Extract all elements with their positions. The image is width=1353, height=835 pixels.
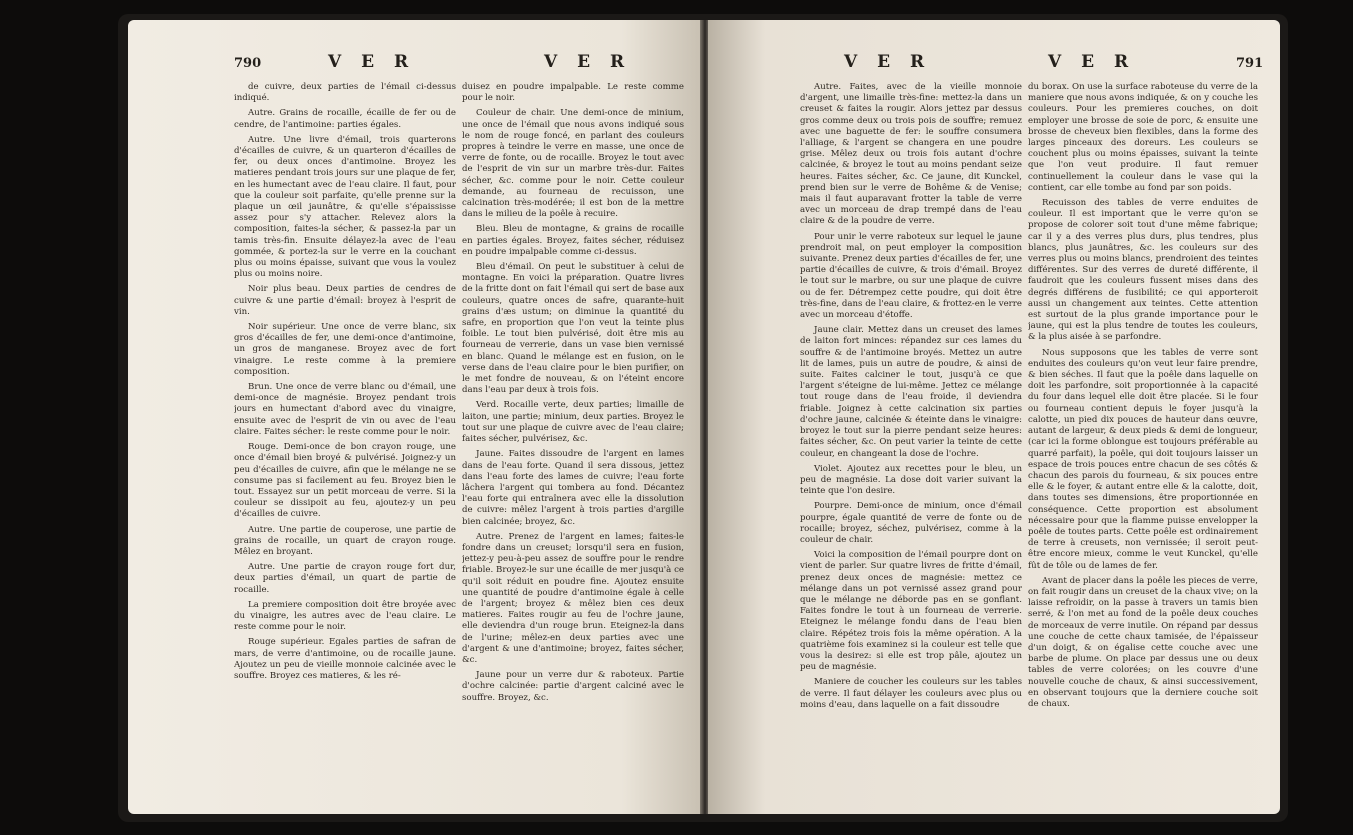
paragraph: Noir plus beau. Deux parties de cendres de cuivre & une partie d'émail: broyez à l'esprit de vin.: [234, 284, 456, 317]
paragraph: Jaune. Faites dissoudre de l'argent en lames dans de l'eau forte. Quand il sera dissous, jettez dans l'eau forte des lames de cuivre; l'eau forte lâchera l'argent qui tombera au fond. Décantez l'eau forte qui entraînera avec elle la dissolution de cuivre: mêlez l'argent à trois parties d'argille bien calcinée; broyez, &c.: [462, 449, 684, 527]
paragraph: Voici la composition de l'émail pourpre dont on vient de parler. Sur quatre livres de fritte d'émail, prenez deux onces de magnésie: mettez ce mélange dans un pot vernissé assez grand pour que le mélange ne déborde pas en se gonflant. Faites fondre le tout à un fourneau de verrerie. Eteignez le mélange fondu dans de l'eau bien claire. Répétez trois fois la même opération. A la quatrième fois examinez si la couleur est telle que vous la desirez: si elle est trop pâle, ajoutez un peu de magnésie.: [800, 550, 1022, 673]
left-running-head-left: V E R: [328, 52, 416, 72]
paragraph: Autre. Grains de rocaille, écaille de fer ou de cendre, de l'antimoine: parties égales.: [234, 108, 456, 130]
paragraph: Autre. Une partie de crayon rouge fort dur, deux parties d'émail, un quart de partie de rocaille.: [234, 562, 456, 595]
paragraph: Jaune pour un verre dur & raboteux. Partie d'ochre calcinée: partie d'argent calciné avec le souffre. Broyez, &c.: [462, 670, 684, 703]
paragraph: Recuisson des tables de verre enduites de couleur. Il est important que le verre qu'on se propose de colorer soit tout d'une même fabrique; car il y a des verres plus durs, plus tendres, plus blancs, plus jaunâtres, &c. les couleurs sur des verres plus ou moins blancs, prendroient des teintes différentes. Sur des verres de dureté différente, il faudroit que les couleurs fussent mises dans des degrés différens de fusibilité; ce qui apporteroit aussi un changement aux teintes. Cette attention est surtout de la plus grande importance pour le jaune, qui est la plus tendre de toutes les couleurs, & la plus aisée à se parfondre.: [1028, 198, 1258, 343]
paragraph: Nous supposons que les tables de verre sont enduites des couleurs qu'on veut leur faire prendre, & bien séches. Il faut que la poêle dans laquelle on doit les parfondre, soit proportionnée à la capacité du four dans lequel elle doit être placée. Si le four ou fourneau contient depuis le foyer jusqu'à la calotte, un pied dix pouces de hauteur dans œuvre, autant de largeur, & deux pieds & demi de longueur, (car ici la forme oblongue est toujours préférable au quarré parfait), la poêle, qui doit toujours laisser un espace de trois pouces entre chacun de ses côtés & chacun des parois du fourneau, & six pouces entre elle & le foyer, & autant entre elle & la calotte, doit, dans toutes ses dimensions, être proportionnée en conséquence. Cette proportion est absolument nécessaire pour que la flamme puisse envelopper la poêle de toutes parts. Cette poêle est ordinairement de terre à creusets, non vernissée; il seroit peut-être encore mieux, comme le veut Kunckel, qu'elle fût de tôle ou de lames de fer.: [1028, 347, 1258, 571]
paragraph: Noir supérieur. Une once de verre blanc, six gros d'écailles de fer, une demi-once d'antimoine, un gros de manganese. Broyez avec de fort vinaigre. Le reste comme à la premiere composition.: [234, 322, 456, 377]
paragraph: Violet. Ajoutez aux recettes pour le bleu, un peu de magnésie. La dose doit varier suivant la teinte que l'on desire.: [800, 463, 1022, 497]
left-page: [128, 20, 702, 814]
paragraph: duisez en poudre impalpable. Le reste comme pour le noir.: [462, 82, 684, 104]
left-column-2: [462, 82, 684, 802]
paragraph: du borax. On use la surface raboteuse du verre de la maniere que nous avons indiquée, & on y couche les couleurs. Pour les premieres couches, on doit employer une brosse de soie de porc, & ensuite une brosse de cheveux bien flexibles, dans la forme des larges pinceaux des doreurs. Les couleurs se couchent plus ou moins épaisses, suivant la teinte que l'on veut produire. Il faut remuer continuellement la couleur dans le vase qui la contient, car elle tombe au fond par son poids.: [1028, 82, 1258, 193]
paragraph: Bleu d'émail. On peut le substituer à celui de montagne. En voici la préparation. Quatre livres de la fritte dont on fait l'émail qui sert de base aux couleurs, quatre onces de safre, quarante-huit grains d'æs ustum; on diminue la quantité du safre, en proportion que l'on veut la teinte plus foible. Le tout bien pulvérisé, doit être mis au fourneau de verrerie, dans un vase bien vernissé en blanc. Quand le mélange est en fusion, on le verse dans de l'eau claire pour le bien purifier, on le met fondre de nouveau, & on l'éteint encore dans l'eau par deux à trois fois.: [462, 262, 684, 396]
paragraph: Avant de placer dans la poêle les pieces de verre, on fait rougir dans un creuset de la chaux vive; on la laisse refroidir, on la passe à travers un tamis bien serré, & l'on met au fond de la poêle deux couches de morceaux de verre inutile. On répand par dessus une couche de cette chaux tamisée, de l'épaisseur d'un doigt, & on égalise cette couche avec une barbe de plume. On place par dessus une ou deux tables de verre colorées; on les couvre d'une nouvelle couche de chaux, & ainsi successivement, en observant toujours que la derniere couche soit de chaux.: [1028, 575, 1258, 709]
paragraph: Rouge supérieur. Egales parties de safran de mars, de verre d'antimoine, ou de rocaille jaune. Ajoutez un peu de vieille monnoie calcinée avec le souffre. Broyez ces matieres, & les ré-: [234, 637, 456, 681]
left-column-1: [234, 82, 456, 802]
left-running-head-right: V E R: [544, 52, 632, 72]
paragraph: Autre. Une livre d'émail, trois quarterons d'écailles de cuivre, & un quarteron d'écailles de fer, ou deux onces d'antimoine. Broyez les matieres pendant trois jours sur une plaque de fer, en les humectant avec de l'eau claire. Il faut, pour que la couleur soit parfaite, qu'elle prenne sur la plaque un œil jaunâtre, & qu'elle s'épaississe assez pour s'y attacher. Relevez alors la composition, faites-la sécher, & passez-la par un tamis très-fin. Ensuite délayez-la avec de l'eau gommée, & portez-la sur le verre en la couchant plus ou moins épaisse, suivant que vous la voulez plus ou moins noire.: [234, 134, 456, 280]
paragraph: Brun. Une once de verre blanc ou d'émail, une demi-once de magnésie. Broyez pendant trois jours en humectant d'abord avec du vinaigre, ensuite avec de l'esprit de vin ou avec de l'eau claire. Faites sécher: le reste comme pour le noir.: [234, 382, 456, 437]
paragraph: Verd. Rocaille verte, deux parties; limaille de laiton, une partie; minium, deux parties. Broyez le tout sur une plaque de cuivre avec de l'eau claire; faites sécher, pulvérisez, &c.: [462, 400, 684, 445]
paragraph: Autre. Une partie de couperose, une partie de grains de rocaille, un quart de crayon rouge. Mêlez en broyant.: [234, 524, 456, 557]
paragraph: Autre. Prenez de l'argent en lames; faites-le fondre dans un creuset; lorsqu'il sera en fusion, jettez-y peu-à-peu assez de souffre pour le rendre friable. Broyez-le sur une écaille de mer jusqu'à ce qu'il soit réduit en poudre fine. Ajoutez ensuite une quantité de poudre d'antimoine égale à celle de l'argent; broyez & mêlez bien ces deux matieres. Faites rougir au feu de l'ochre jaune, elle deviendra d'un rouge brun. Eteignez-la dans de l'urine; mêlez-en deux parties avec une d'argent & une d'antimoine; broyez, faites sécher, &c.: [462, 531, 684, 665]
open-book: [118, 14, 1288, 822]
right-running-head-right: V E R: [1048, 52, 1136, 72]
paragraph: Autre. Faites, avec de la vieille monnoie d'argent, une limaille très-fine: mettez-la dans un creuset & faites la rougir. Alors jettez par dessus gros comme deux ou trois pois de souffre; remuez avec une baguette de fer: le souffre consumera l'alliage, & l'argent se changera en une poudre grise. Mêlez deux ou trois fois autant d'ochre calcinée, & broyez le tout au moins pendant seize heures. Faites sécher, &c. Ce jaune, dit Kunckel, prend bien sur le verre de Bohême & de Venise; mais il faut auparavant frotter la table de verre avec un morceau de drap trempé dans de l'eau claire & de la poudre de verre.: [800, 82, 1022, 227]
left-page-number: 790: [234, 56, 262, 71]
right-running-head-left: V E R: [844, 52, 932, 72]
paragraph: Jaune clair. Mettez dans un creuset des lames de laiton fort minces: répandez sur ces lames du souffre & de l'antimoine broyés. Mettez un autre lit de lames, puis un autre de poudre, & ainsi de suite. Faites calciner le tout, jusqu'à ce que l'argent s'éteigne de lui-même. Jettez ce mélange tout rouge dans de l'eau froide, il deviendra friable. Joignez à cette calcination six parties d'ochre jaune, calcinée & éteinte dans le vinaigre: broyez le tout sur la pierre pendant seize heures: faites sécher, &c. On peut varier la teinte de cette couleur, en changeant la dose de l'ochre.: [800, 325, 1022, 459]
right-page: [708, 20, 1280, 814]
paragraph: La premiere composition doit être broyée avec du vinaigre, les autres avec de l'eau claire. Le reste comme pour le noir.: [234, 599, 456, 633]
right-page-number: 791: [1236, 56, 1264, 71]
right-column-2: [1028, 82, 1258, 802]
paragraph: Pour unir le verre raboteux sur lequel le jaune prendroit mal, on peut employer la composition suivante. Prenez deux parties d'écailles de fer, une partie d'écailles de cuivre, & trois d'émail. Broyez le tout sur le marbre, ou sur une plaque de cuivre ou de fer. Détrempez cette poudre, qui doit être très-fine, dans de l'eau claire, & frottez-en le verre avec un morceau d'étoffe.: [800, 231, 1022, 321]
paragraph: Pourpre. Demi-once de minium, once d'émail pourpre, égale quantité de verre de fonte ou de rocaille; broyez, séchez, pulvérisez, comme à la couleur de chair.: [800, 501, 1022, 545]
paragraph: de cuivre, deux parties de l'émail ci-dessus indiqué.: [234, 82, 456, 104]
paragraph: Couleur de chair. Une demi-once de minium, une once de l'émail que nous avons indiqué sous le nom de rouge foncé, en parlant des couleurs propres à teindre le verre en masse, une once de verre de fonte, ou de rocaille. Broyez le tout avec de l'esprit de vin sur un marbre très-dur. Faites sécher, &c. comme pour le noir. Cette couleur demande, au fourneau de recuisson, une calcination très-modérée; il est bon de la mettre dans le milieu de la poêle à recuire.: [462, 108, 684, 220]
right-column-1: [800, 82, 1022, 802]
paragraph: Rouge. Demi-once de bon crayon rouge, une once d'émail bien broyé & pulvérisé. Joignez-y un peu d'écailles de cuivre, afin que le mélange ne se consume pas si facilement au feu. Broyez bien le tout. Essayez sur un petit morceau de verre. Si la couleur se dissipoit au feu, ajoutez-y un peu d'écailles de cuivre.: [234, 442, 456, 520]
paragraph: Maniere de coucher les couleurs sur les tables de verre. Il faut délayer les couleurs avec plus ou moins d'eau, dans laquelle on a fait dissoudre: [800, 677, 1022, 710]
paragraph: Bleu. Bleu de montagne, & grains de rocaille en parties égales. Broyez, faites sécher, réduisez en poudre impalpable comme ci-dessus.: [462, 224, 684, 257]
